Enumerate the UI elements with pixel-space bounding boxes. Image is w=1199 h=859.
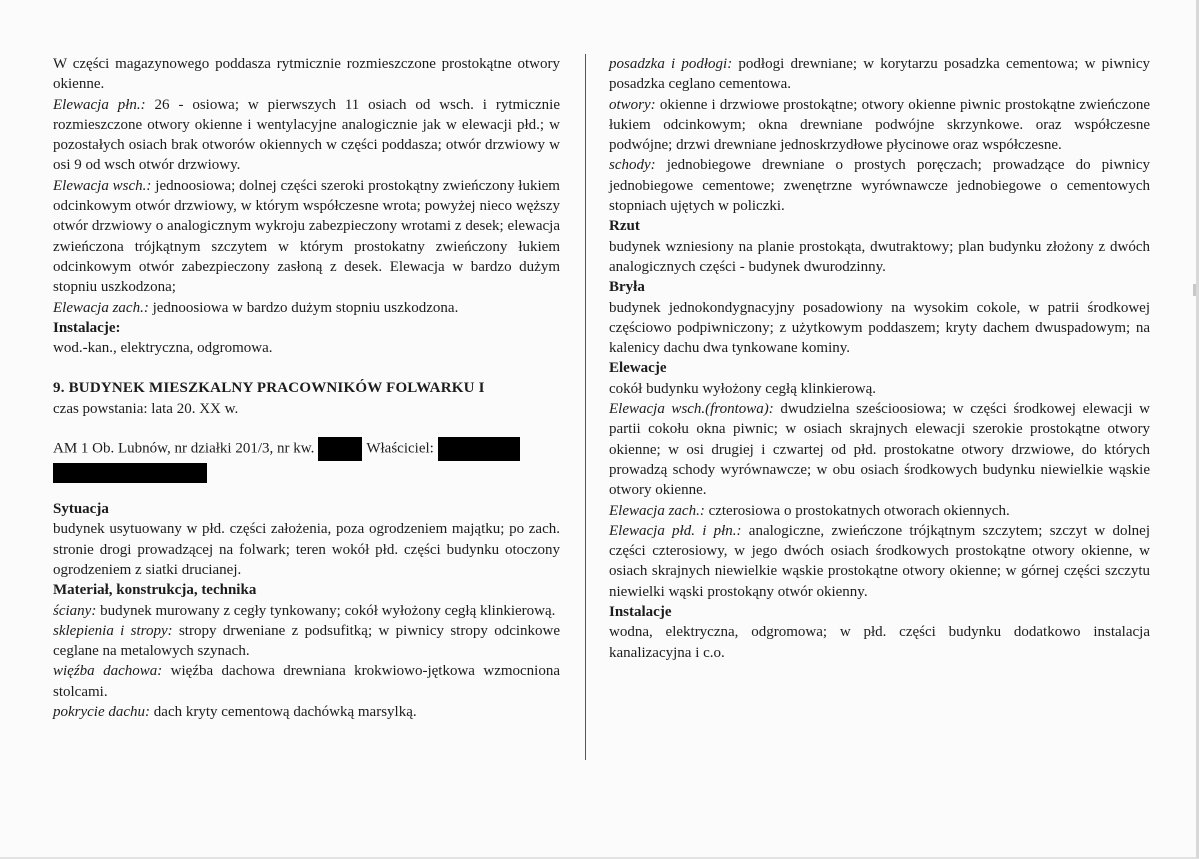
- installations-right-text: wodna, elektryczna, odgromowa; w płd. części budynku dodatkowo instalacja kanalizacyjna i c.o.: [609, 624, 1150, 661]
- plan-text: budynek wzniesiony na planie prostokąta, dwutraktowy; plan budynku złożony z dwóch analogicznych części - budynek dwurodzinny.: [609, 238, 1150, 275]
- openings-paragraph: [609, 95, 1150, 156]
- cadastral-line: [53, 437, 560, 483]
- stairs-paragraph: [609, 155, 1150, 216]
- elevation-east-paragraph: [53, 176, 560, 298]
- left-column: [53, 54, 560, 722]
- material-heading: Materiał, konstrukcja, technika: [53, 582, 257, 599]
- floors-paragraph: [609, 54, 1150, 95]
- elevation-east-front-paragraph: [609, 399, 1150, 500]
- walls-text: budynek murowany z cegły tynkowany; cokół wyłożony cegłą klinkierową.: [96, 602, 556, 619]
- redacted-block-owner: [438, 437, 520, 461]
- redacted-block-kw: [318, 437, 362, 461]
- elevation-south-north-label: Elewacja płd. i płn.:: [609, 522, 742, 539]
- installations-heading: Instalacje:: [53, 319, 121, 336]
- installations-right-heading: Instalacje: [609, 604, 672, 621]
- intro-paragraph: W części magazynowego poddasza rytmicznie rozmieszczone prostokątne otwory okienne.: [53, 56, 560, 93]
- walls-label: ściany:: [53, 602, 97, 619]
- walls-paragraph: [53, 601, 560, 621]
- plan-heading: Rzut: [609, 218, 640, 235]
- elevations-text: cokół budynku wyłożony cegłą klinkierową.: [609, 380, 877, 397]
- elevation-north-paragraph: [53, 95, 560, 176]
- installations-text: wod.-kan., elektryczna, odgromowa.: [53, 340, 273, 357]
- section-title: 9. BUDYNEK MIESZKALNY PRACOWNIKÓW FOLWARKU I: [53, 380, 485, 397]
- elevation-east-label: Elewacja wsch.:: [53, 177, 152, 194]
- situation-heading: Sytuacja: [53, 501, 109, 518]
- roof-truss-text: więźba dachowa drewniana krokwiowo-jętkowa wzmocniona stolcami.: [53, 663, 561, 700]
- stairs-label: schody:: [609, 157, 656, 174]
- stairs-text: jednobiegowe drewniane o prostych poręczach; prowadzące do piwnicy jednobiegowe cementowe; zwenętrzne wyrównawcze jednobiegowe o cementowych stopniach ujętych w policzki.: [609, 157, 1150, 215]
- elevation-west-text: jednoosiowa w bardzo dużym stopniu uszkodzona.: [148, 299, 459, 316]
- openings-text: okienne i drzwiowe prostokątne; otwory okienne piwnic prostokątne zwieńczone łukiem odcinkowym; okna drewniane podwójne skrzynkowe. oraz współczesne podwójne; drzwi drewniane jednoskrzydłowe płycinowe oraz współczesne.: [609, 96, 1150, 154]
- massing-text: budynek jednokondygnacyjny posadowiony na wysokim cokole, w patrii środkowej częściowo podpiwniczony; z użytkowym poddaszem; kryty dachem dwuspadowym; na kalenicy dachu dwa tynkowane kominy.: [609, 299, 1150, 357]
- ceilings-paragraph: [53, 621, 560, 662]
- elevation-north-text: 26 - osiowa; w pierwszych 11 osiach od wsch. i rytmicznie rozmieszczone otwory okienne i wentylacyjne analogicznie jak w elewacji płd.; w pozostałych osiach brak otworów okiennych w części poddasza; otwór drzwiowy w osi 9 od wsch otwór drzwiowy.: [53, 96, 560, 174]
- elevation-south-north-text: analogiczne, zwieńczone trójkątnym szczytem; szczyt w dolnej części czterosiowy, w jego dwóch osiach środkowych prostokątne otwory okienne, w osiach skrajnych niewielkie wąskie prostokątne otwory okienne; w górnej części szczytu niewielki wąski prostokąny otwór okienny.: [609, 522, 1150, 600]
- elevation-east-text: jednoosiowa; dolnej części szeroki prostokątny zwieńczony łukiem odcinkowym otwór drzwiowy, w którym współczesne wrota; powyżej nieco węższy otwór drzwiowy o analogicznym wykroju zabezpieczony wrotami z desek; elewacja zwieńczona trójkątnym szczytem w którym prostokatny zwieńczony łukiem odcinkowym otwór zabezpieczony zasłoną z desek. Elewacja w bardzo dużym stopniu uszkodzona;: [53, 177, 560, 296]
- floors-label: posadzka i podłogi:: [609, 56, 733, 72]
- redacted-block-owner-2: [53, 463, 207, 483]
- openings-label: otwory:: [609, 96, 656, 113]
- elevation-west-right-text: czterosiowa o prostokatnych otworach okiennych.: [704, 502, 1010, 519]
- massing-heading: Bryła: [609, 279, 645, 296]
- roofing-paragraph: [53, 702, 560, 722]
- roofing-text: dach kryty cementową dachówką marsylką.: [150, 704, 417, 721]
- elevations-heading: Elewacje: [609, 360, 667, 377]
- right-column: [609, 54, 1150, 663]
- construction-date: czas powstania: lata 20. XX w.: [53, 400, 239, 417]
- situation-text: budynek usytuowany w płd. części założenia, poza ogrodzeniem majątku; po zach. stronie drogi prowadzącej na folwark; teren wokół płd. części budynku otoczony ogrodzeniem z siatki drucianej.: [53, 521, 560, 578]
- column-divider: [585, 54, 586, 760]
- ceilings-text: stropy drweniane z podsufitką; w piwnicy stropy odcinkowe ceglane na metalowych szynach.: [53, 622, 561, 660]
- floors-text: podłogi drewniane; w korytarzu posadzka cementowa; w piwnicy posadzka ceglano cementowa.: [609, 56, 1150, 93]
- ceilings-label: sklepienia i stropy:: [53, 622, 173, 639]
- elevation-west-right-label: Elewacja zach.:: [609, 502, 705, 519]
- elevation-west-right-paragraph: [609, 501, 1150, 521]
- roofing-label: pokrycie dachu:: [53, 704, 151, 721]
- scan-edge-mark: [1193, 284, 1196, 296]
- roof-truss-label: więźba dachowa:: [53, 663, 163, 680]
- elevation-east-front-label: Elewacja wsch.(frontowa):: [609, 401, 774, 418]
- elevation-west-paragraph: [53, 298, 560, 318]
- elevation-west-label: Elewacja zach.:: [53, 299, 149, 316]
- elevation-east-front-text: dwudzielna sześcioosiowa; w części środkowej elewacji w partii cokołu okna piwnic; w osiach skrajnych elewacji szerokie prostokątne otwory okienne; w osi drugiej i czwartej od płd. prostokatne otwory drzwiowe, do których prowadzą schody wyrównawcze; w obu osiach środkowych budynku niewielkie wąskie otwory okienne.: [609, 401, 1150, 499]
- elevation-south-north-paragraph: [609, 521, 1150, 602]
- cadastral-text: AM 1 Ob. Lubnów, nr działki 201/3, nr kw.: [53, 440, 315, 457]
- elevation-north-label: Elewacja płn.:: [53, 96, 146, 113]
- roof-truss-paragraph: [53, 661, 560, 702]
- owner-label: Właściciel:: [366, 440, 434, 457]
